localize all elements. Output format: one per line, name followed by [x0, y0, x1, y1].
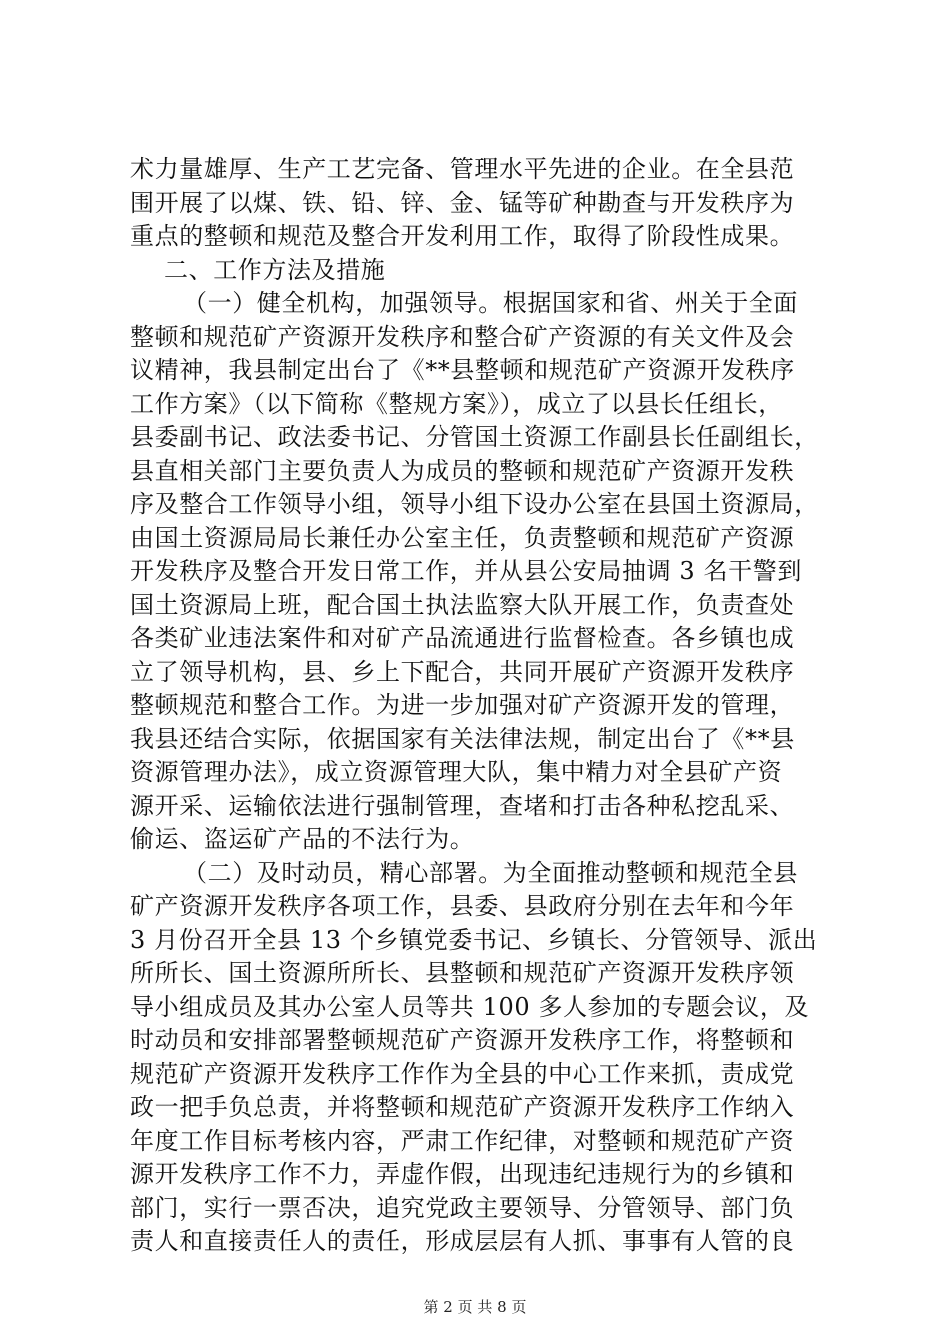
- text-line: 我县还结合实际，依据国家有关法律法规，制定出台了《**县: [130, 724, 795, 753]
- text-line: 各类矿业违法案件和对矿产品流通进行监督检查。各乡镇也成: [130, 624, 795, 652]
- text-line: 议精神，我县制定出台了《**县整顿和规范矿产资源开发秩序: [130, 356, 795, 384]
- page-footer: [0, 1296, 950, 1317]
- section-heading: 二、工作方法及措施: [164, 255, 386, 284]
- text-line: 年度工作目标考核内容，严肃工作纪律，对整顿和规范矿产资: [130, 1126, 795, 1155]
- text-line: （一）健全机构，加强领导。根据国家和省、州关于全面: [183, 289, 798, 317]
- document-body: [130, 153, 830, 1259]
- text-line: 资源管理办法》，成立资源管理大队，集中精力对全县矿产资: [130, 758, 783, 786]
- text-line: 规范矿产资源开发秩序工作作为全县的中心工作来抓，责成党: [130, 1059, 795, 1088]
- text-line: 偷运、盗运矿产品的不法行为。: [130, 825, 475, 853]
- text-line: 围开展了以煤、铁、铅、锌、金、锰等矿种勘查与开发秩序为: [130, 188, 795, 217]
- text-line: 源开采、运输依法进行强制管理，查堵和打击各种私挖乱采、: [130, 791, 795, 820]
- text-line: 重点的整顿和规范及整合开发利用工作，取得了阶段性成果。: [130, 222, 795, 250]
- text-line: 县直相关部门主要负责人为成员的整顿和规范矿产资源开发秩: [130, 456, 795, 485]
- text-line: 术力量雄厚、生产工艺完备、管理水平先进的企业。在全县范: [130, 155, 795, 183]
- text-line: 序及整合工作领导小组，领导小组下设办公室在县国土资源局，: [130, 490, 819, 518]
- text-line: 由国土资源局局长兼任办公室主任，负责整顿和规范矿产资源: [130, 523, 795, 552]
- text-line: 责人和直接责任人的责任，形成层层有人抓、事事有人管的良: [130, 1227, 795, 1255]
- text-line: 整顿规范和整合工作。为进一步加强对矿产资源开发的管理，: [130, 691, 795, 719]
- text-line: 开发秩序及整合开发日常工作，并从县公安局抽调 3 名干警到: [130, 557, 802, 585]
- text-line: 导小组成员及其办公室人员等共 100 多人参加的专题会议，及: [130, 992, 810, 1021]
- text-line: 所所长、国土资源所所长、县整顿和规范矿产资源开发秩序领: [130, 959, 795, 987]
- text-line: 部门，实行一票否决，追究党政主要领导、分管领导、部门负: [130, 1193, 795, 1222]
- text-line: 整顿和规范矿产资源开发秩序和整合矿产资源的有关文件及会: [130, 322, 795, 351]
- page-number: 第 2 页 共 8 页: [423, 1298, 527, 1316]
- text-line: 国土资源局上班，配合国土执法监察大队开展工作，负责查处: [130, 590, 795, 619]
- text-line: 立了领导机构，县、乡上下配合，共同开展矿产资源开发秩序: [130, 657, 795, 686]
- text-line: 县委副书记、政法委书记、分管国土资源工作副县长任副组长，: [130, 423, 819, 451]
- text-line: 工作方案》（以下简称《整规方案》），成立了以县长任组长，: [130, 389, 783, 418]
- text-line: （二）及时动员，精心部署。为全面推动整顿和规范全县: [183, 858, 798, 887]
- text-line: 时动员和安排部署整顿规范矿产资源开发秩序工作，将整顿和: [130, 1026, 795, 1054]
- text-line: 政一把手负总责，并将整顿和规范矿产资源开发秩序工作纳入: [130, 1093, 795, 1121]
- text-line: 源开发秩序工作不力，弄虚作假，出现违纪违规行为的乡镇和: [130, 1160, 795, 1188]
- text-line: 3 月份召开全县 13 个乡镇党委书记、乡镇长、分管领导、派出: [130, 925, 818, 954]
- text-line: 矿产资源开发秩序各项工作，县委、县政府分别在去年和今年: [130, 892, 795, 920]
